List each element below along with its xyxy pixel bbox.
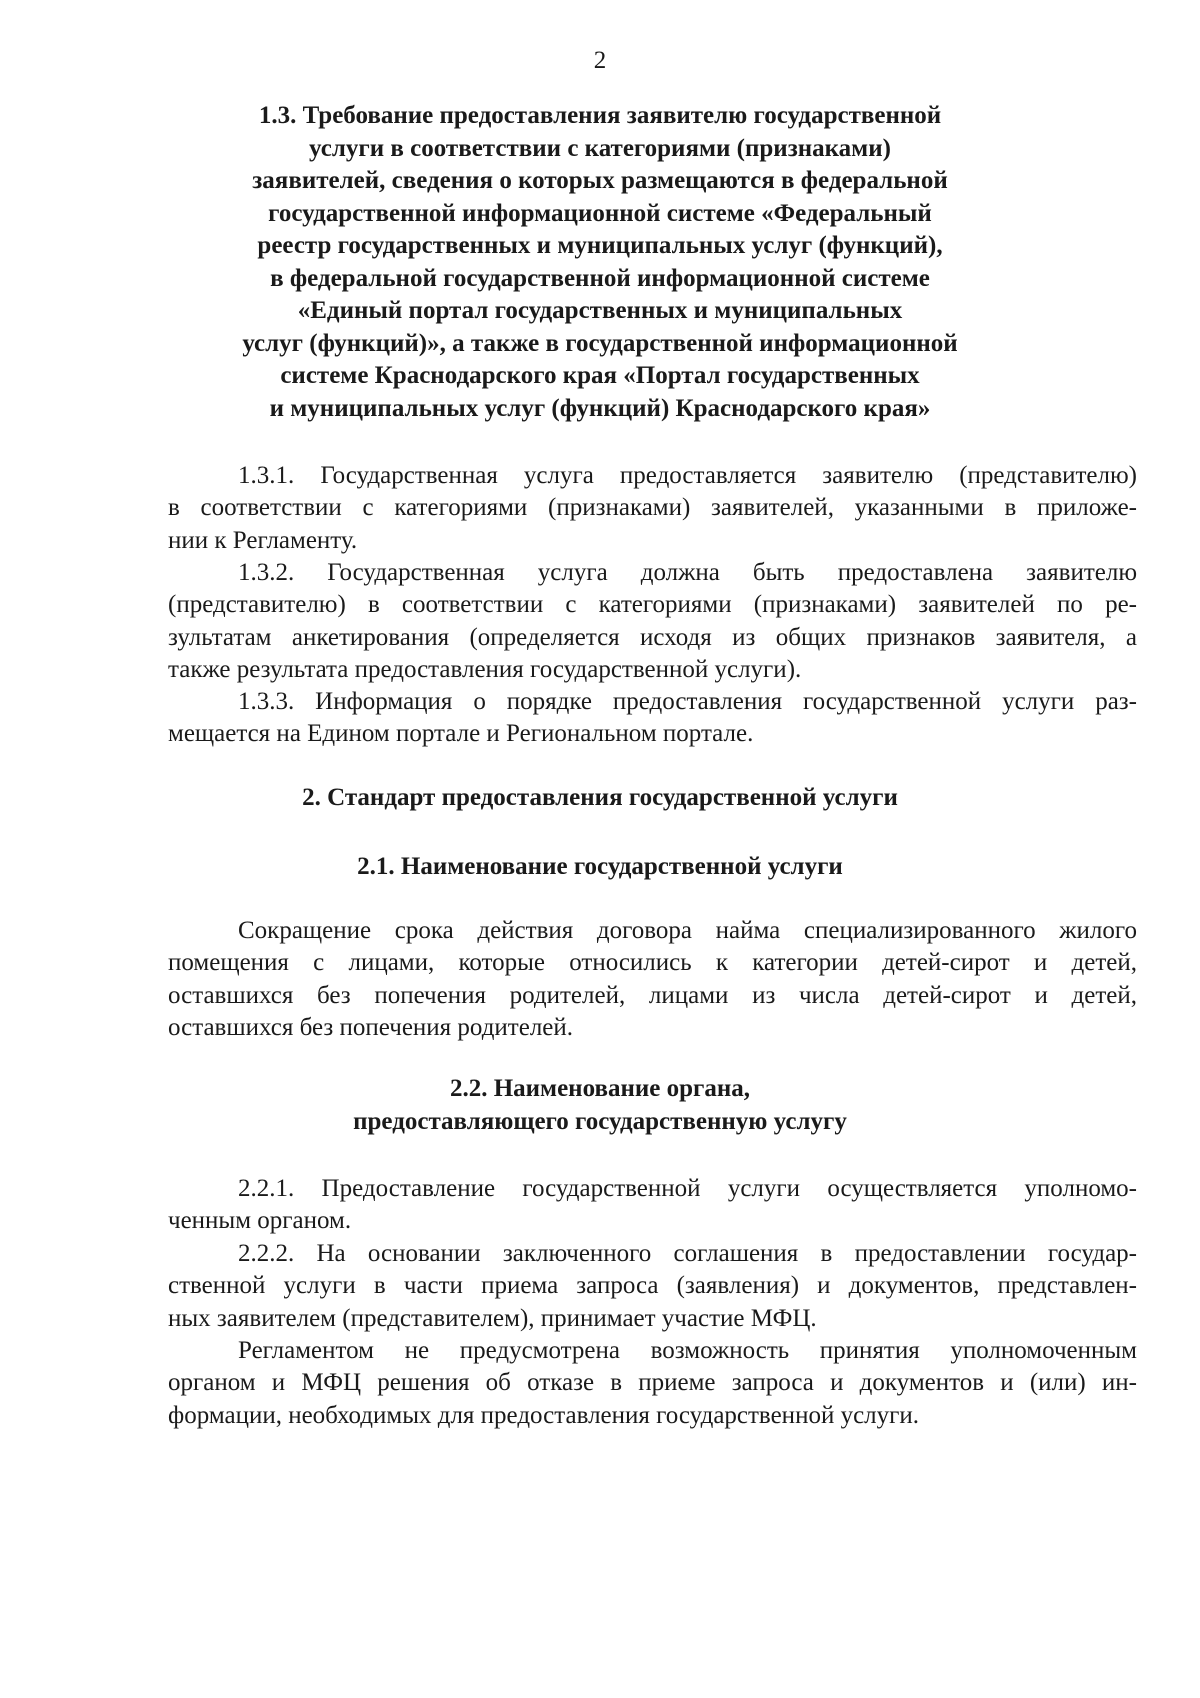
section-2-heading (140, 782, 1060, 815)
heading-line: услуг (функций)», а также в государственной информационной (242, 329, 958, 357)
text-line: 1.3.2. Государственная услуга должна быть предоставлена заявителю (238, 559, 1137, 586)
heading-line: 2.1. Наименование государственной услуги (357, 853, 843, 880)
text-line: оставшихся без попечения родителей. (168, 1014, 574, 1042)
text-line: 1.3.1. Государственная услуга предоставляется заявителю (представителю) (238, 462, 1137, 489)
section-1-3-heading (140, 100, 1060, 425)
paragraph-2-2-2 (168, 1238, 1137, 1335)
text-line: оставшихся без попечения родителей, лицами из числа детей-сирот и детей, (168, 981, 1137, 1009)
paragraph-1-3-3 (168, 686, 1137, 751)
heading-line: 1.3. Требование предоставления заявителю государственной (258, 102, 942, 129)
heading-line: заявителей, сведения о которых размещаются в федеральной (252, 167, 948, 194)
text-line: ственной услуги в части приема запроса (заявления) и документов, представлен- (168, 1272, 1137, 1300)
text-line: 2.2.2. На основании заключенного соглашения в предоставлении государ- (238, 1240, 1137, 1267)
heading-line: государственной информационной системе «Федеральный (268, 199, 932, 227)
heading-line: услуги в соответствии с категориями (признаками) (309, 134, 891, 162)
text-line: (представителю) в соответствии с категориями (признаками) заявителей по ре- (168, 591, 1137, 619)
heading-line: и муниципальных услуг (функций) Краснодарского края» (269, 394, 931, 422)
text-line: 2.2.1. Предоставление государственной услуги осуществляется уполномо- (238, 1175, 1137, 1202)
text-line: Сокращение срока действия договора найма специализированного жилого (238, 917, 1137, 944)
paragraph-reglament (168, 1335, 1137, 1432)
paragraph-2-2-1 (168, 1173, 1137, 1238)
heading-line: 2. Стандарт предоставления государственной услуги (302, 784, 898, 811)
text-line: мещается на Едином портале и Региональном портале. (168, 720, 754, 748)
text-line: помещения с лицами, которые относились к категории детей-сирот и детей, (168, 949, 1137, 977)
text-line: нии к Регламенту. (168, 526, 358, 554)
text-line: 1.3.3. Информация о порядке предоставления государственной услуги раз- (238, 688, 1137, 715)
text-line: в соответствии с категориями (признаками) заявителей, указанными в приложе- (168, 494, 1137, 522)
heading-line: реестр государственных и муниципальных услуг (функций), (257, 232, 943, 259)
text-line: также результата предоставления государственной услуги). (168, 656, 802, 684)
heading-line: 2.2. Наименование органа, (449, 1075, 751, 1102)
page-number: 2 (593, 47, 607, 74)
text-line: формации, необходимых для предоставления государственной услуги. (168, 1401, 920, 1429)
text-line: зультатам анкетирования (определяется исходя из общих признаков заявителя, а (168, 623, 1137, 651)
paragraph-1-3-1 (168, 460, 1137, 557)
heading-line: в федеральной государственной информационной системе (270, 264, 930, 292)
heading-line: «Единый портал государственных и муниципальных (297, 297, 903, 324)
heading-line: предоставляющего государственную услугу (353, 1107, 847, 1135)
text-line: ченным органом. (168, 1207, 352, 1235)
paragraph-1-3-2 (168, 557, 1137, 687)
section-2-1-heading (140, 851, 1060, 884)
section-2-2-heading (140, 1073, 1060, 1138)
paragraph-2-1 (168, 915, 1137, 1045)
heading-line: системе Краснодарского края «Портал государственных (280, 362, 920, 389)
text-line: Регламентом не предусмотрена возможность принятия уполномоченным (238, 1337, 1137, 1364)
text-line: ных заявителем (представителем), принимает участие МФЦ. (168, 1304, 817, 1332)
text-line: органом и МФЦ решения об отказе в приеме запроса и документов и (или) ин- (168, 1369, 1137, 1397)
